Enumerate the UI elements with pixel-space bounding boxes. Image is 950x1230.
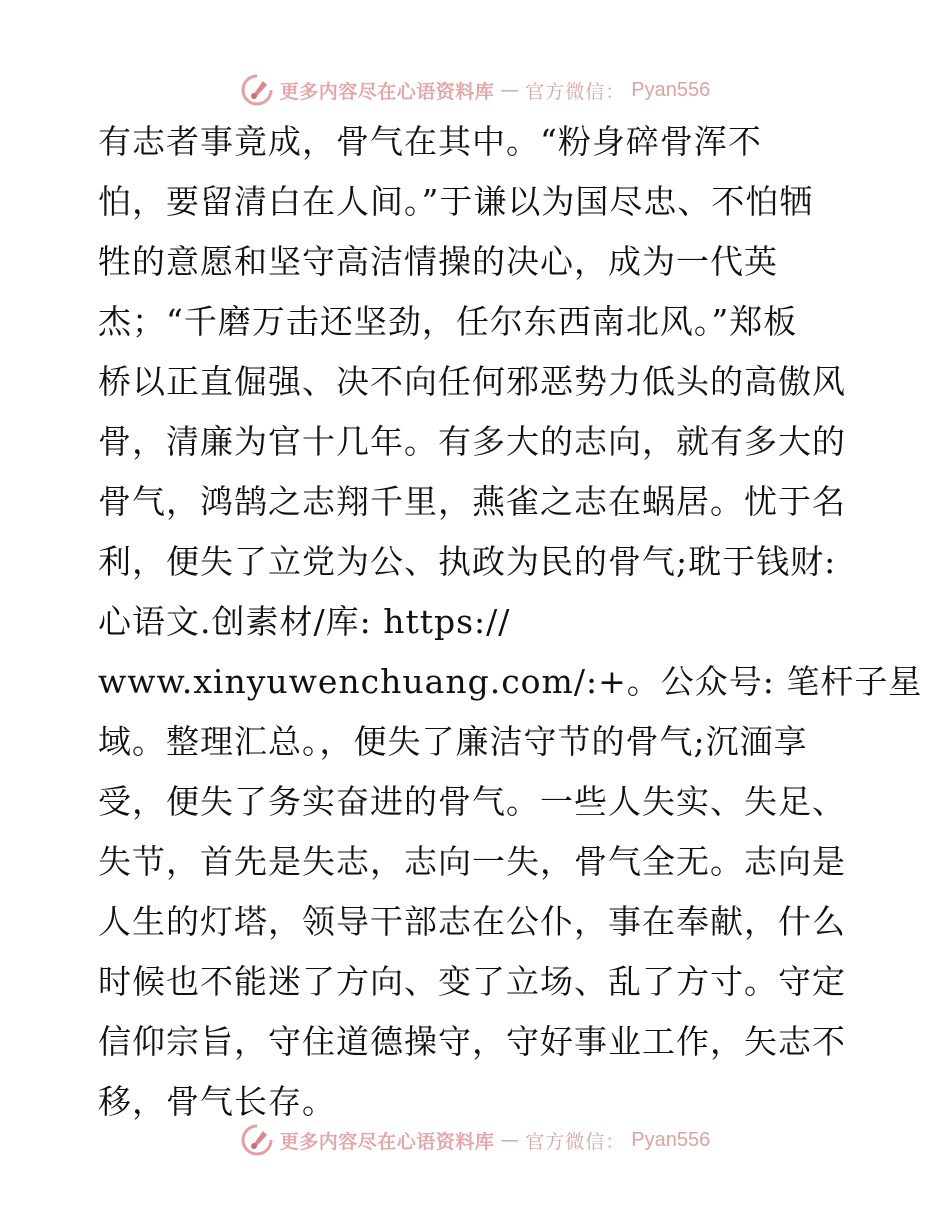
- header-promo-text: 更多内容尽在心语资料库: [279, 80, 495, 103]
- header-banner: [0, 68, 950, 112]
- pen-nib-logo-icon: [240, 1123, 274, 1157]
- header-wechat-label: 官方微信：: [525, 80, 626, 103]
- body-line: 杰；“千磨万击还坚劲，任尔东西南北风。”郑板: [98, 302, 798, 341]
- header-wechat-id: Pyan556: [631, 78, 711, 101]
- body-line: 利，便失了立党为公、执政为民的骨气;耽于钱财:: [98, 542, 837, 581]
- body-line: www.xinyuwenchuang.com/:+。公众号: 笔杆子星: [98, 662, 923, 701]
- body-line: 移，骨气长存。: [98, 1082, 336, 1121]
- header-dash: —: [500, 79, 520, 101]
- body-line: 牲的意愿和坚守高洁情操的决心，成为一代英: [98, 242, 778, 281]
- body-line: 域。整理汇总。，便失了廉洁守节的骨气;沉湎享: [98, 722, 808, 761]
- footer-wechat-id: Pyan556: [631, 1128, 711, 1151]
- pen-nib-logo-icon: [240, 73, 274, 107]
- footer-wechat-label: 官方微信：: [525, 1130, 626, 1153]
- document-body: [98, 112, 923, 1132]
- footer-dash: —: [500, 1129, 520, 1151]
- body-line: 怕，要留清白在人间。”于谦以为国尽忠、不怕牺: [98, 182, 814, 221]
- body-line: 失节，首先是失志，志向一失，骨气全无。志向是: [98, 842, 846, 881]
- body-line: 心语文.创素材/库: https://: [98, 602, 511, 641]
- footer-promo-text: 更多内容尽在心语资料库: [279, 1130, 495, 1153]
- body-line: 骨气，鸿鹄之志翔千里，燕雀之志在蜗居。忧于名: [98, 482, 846, 521]
- footer-banner: [0, 1118, 950, 1162]
- body-line: 骨，清廉为官十几年。有多大的志向，就有多大的: [98, 422, 846, 461]
- body-line: 时候也不能迷了方向、变了立场、乱了方寸。守定: [98, 962, 846, 1001]
- body-line: 人生的灯塔，领导干部志在公仆，事在奉献，什么: [98, 902, 846, 941]
- body-line: 信仰宗旨，守住道德操守，守好事业工作，矢志不: [98, 1022, 846, 1061]
- body-line: 受，便失了务实奋进的骨气。一些人失实、失足、: [98, 782, 846, 821]
- body-line: 桥以正直倔强、决不向任何邪恶势力低头的高傲风: [98, 362, 846, 401]
- body-line: 有志者事竟成，骨气在其中。“粉身碎骨浑不: [98, 122, 762, 161]
